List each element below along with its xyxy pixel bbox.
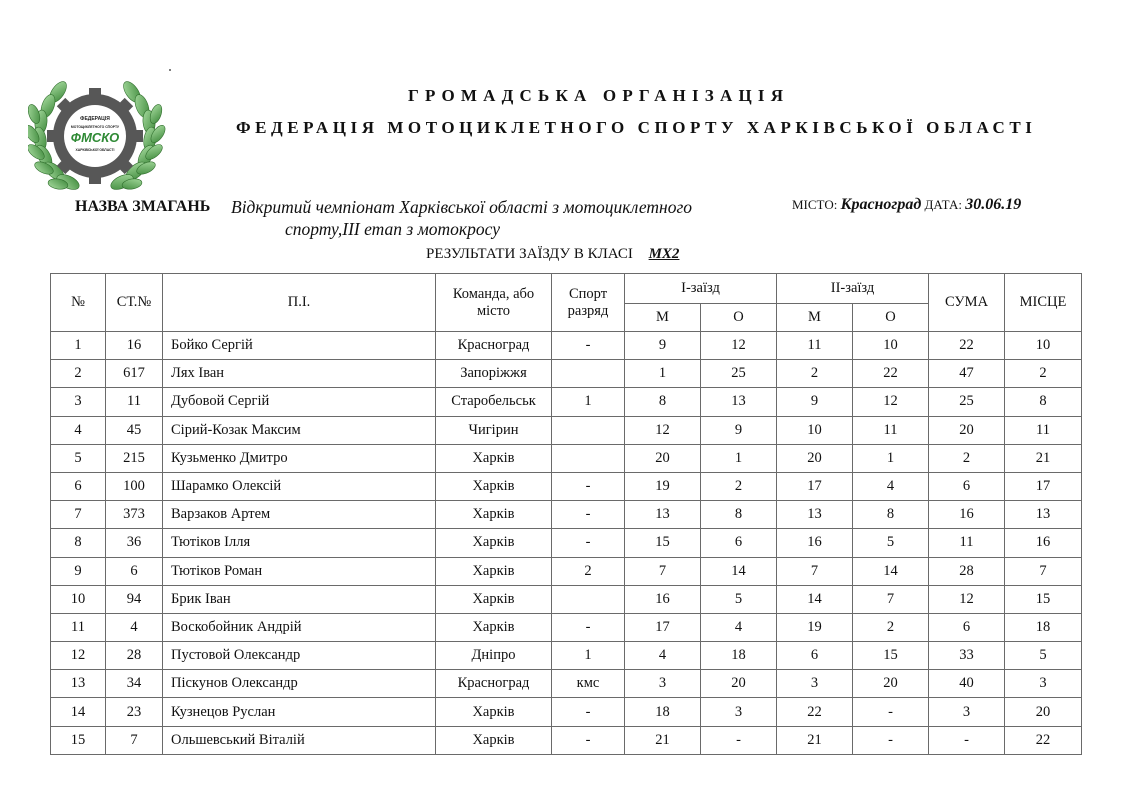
team-city-cell: Харків — [436, 501, 552, 529]
start-number-cell: 11 — [106, 388, 163, 416]
final-place-cell: 8 — [1005, 388, 1082, 416]
final-place-cell: 17 — [1005, 472, 1082, 500]
row-num-cell: 10 — [51, 585, 106, 613]
row-num-cell: 2 — [51, 360, 106, 388]
team-city-cell: Чигірин — [436, 416, 552, 444]
competition-label: НАЗВА ЗМАГАНЬ — [75, 198, 211, 215]
race2-points-cell: 7 — [853, 585, 929, 613]
sport-rank-cell — [552, 416, 625, 444]
header-race2-o: О — [853, 304, 929, 332]
team-city-cell: Харків — [436, 726, 552, 754]
race2-position-cell: 9 — [777, 388, 853, 416]
row-num-cell: 13 — [51, 670, 106, 698]
sport-rank-cell: - — [552, 698, 625, 726]
race2-points-cell: 20 — [853, 670, 929, 698]
race1-points-cell: 8 — [701, 501, 777, 529]
table-row — [51, 444, 1082, 472]
race1-position-cell: 13 — [625, 501, 701, 529]
start-number-cell: 6 — [106, 557, 163, 585]
total-points-cell: 40 — [929, 670, 1005, 698]
rider-name-cell: Кузьменко Дмитро — [163, 444, 436, 472]
row-num-cell: 15 — [51, 726, 106, 754]
org-title-line2: ФЕДЕРАЦІЯ МОТОЦИКЛЕТНОГО СПОРТУ ХАРКІВСЬКОЇ ОБЛАСТІ — [236, 118, 1037, 137]
total-points-cell: 28 — [929, 557, 1005, 585]
total-points-cell: 25 — [929, 388, 1005, 416]
start-number-cell: 45 — [106, 416, 163, 444]
table-row — [51, 529, 1082, 557]
sport-rank-cell: 1 — [552, 388, 625, 416]
race2-position-cell: 20 — [777, 444, 853, 472]
race2-position-cell: 2 — [777, 360, 853, 388]
race2-points-cell: 12 — [853, 388, 929, 416]
final-place-cell: 7 — [1005, 557, 1082, 585]
final-place-cell: 21 — [1005, 444, 1082, 472]
rider-name-cell: Тютіков Роман — [163, 557, 436, 585]
start-number-cell: 28 — [106, 642, 163, 670]
race2-points-cell: 5 — [853, 529, 929, 557]
final-place-cell: 3 — [1005, 670, 1082, 698]
rider-name-cell: Шарамко Олексій — [163, 472, 436, 500]
race1-points-cell: 20 — [701, 670, 777, 698]
race2-position-cell: 17 — [777, 472, 853, 500]
total-points-cell: 2 — [929, 444, 1005, 472]
sport-rank-cell — [552, 585, 625, 613]
team-city-cell: Харків — [436, 444, 552, 472]
sport-rank-cell: 1 — [552, 642, 625, 670]
sport-rank-cell — [552, 360, 625, 388]
race1-position-cell: 8 — [625, 388, 701, 416]
rider-name-cell: Тютіков Ілля — [163, 529, 436, 557]
race1-points-cell: 5 — [701, 585, 777, 613]
rider-name-cell: Лях Іван — [163, 360, 436, 388]
race1-points-cell: 3 — [701, 698, 777, 726]
final-place-cell: 16 — [1005, 529, 1082, 557]
header-race1: І-заїзд — [625, 274, 777, 304]
race2-position-cell: 7 — [777, 557, 853, 585]
race1-points-cell: 18 — [701, 642, 777, 670]
table-row — [51, 670, 1082, 698]
race1-position-cell: 16 — [625, 585, 701, 613]
race2-position-cell: 6 — [777, 642, 853, 670]
row-num-cell: 3 — [51, 388, 106, 416]
competition-name-line2: спорту,ІІІ етап з мотокросу — [285, 219, 500, 239]
sport-rank-cell: 2 — [552, 557, 625, 585]
total-points-cell: 33 — [929, 642, 1005, 670]
rider-name-cell: Сірий-Козак Максим — [163, 416, 436, 444]
total-points-cell: 12 — [929, 585, 1005, 613]
row-num-cell: 6 — [51, 472, 106, 500]
table-row — [51, 698, 1082, 726]
date-label: ДАТА: — [924, 197, 962, 212]
team-city-cell: Харків — [436, 529, 552, 557]
final-place-cell: 13 — [1005, 501, 1082, 529]
row-num-cell: 7 — [51, 501, 106, 529]
race1-position-cell: 7 — [625, 557, 701, 585]
header-num: № — [51, 274, 106, 332]
sport-rank-cell: - — [552, 529, 625, 557]
race1-points-cell: 1 — [701, 444, 777, 472]
rider-name-cell: Брик Іван — [163, 585, 436, 613]
race1-points-cell: 4 — [701, 613, 777, 641]
total-points-cell: 47 — [929, 360, 1005, 388]
row-num-cell: 8 — [51, 529, 106, 557]
race2-position-cell: 10 — [777, 416, 853, 444]
svg-text:ХАРКІВСЬКОЇ ОБЛАСТІ: ХАРКІВСЬКОЇ ОБЛАСТІ — [75, 148, 115, 152]
sport-rank-cell: - — [552, 501, 625, 529]
race2-position-cell: 21 — [777, 726, 853, 754]
race1-points-cell: - — [701, 726, 777, 754]
race2-position-cell: 13 — [777, 501, 853, 529]
header-race1-o: О — [701, 304, 777, 332]
race2-points-cell: 2 — [853, 613, 929, 641]
stray-dot — [169, 69, 171, 71]
table-row — [51, 472, 1082, 500]
total-points-cell: - — [929, 726, 1005, 754]
start-number-cell: 94 — [106, 585, 163, 613]
race1-position-cell: 9 — [625, 332, 701, 360]
team-city-cell: Харків — [436, 585, 552, 613]
svg-text:МОТОЦИКЛЕТНОГО СПОРТУ: МОТОЦИКЛЕТНОГО СПОРТУ — [70, 125, 120, 129]
header-team: Команда, або місто — [436, 274, 552, 332]
rider-name-cell: Бойко Сергій — [163, 332, 436, 360]
sport-rank-cell: - — [552, 613, 625, 641]
race1-position-cell: 17 — [625, 613, 701, 641]
total-points-cell: 6 — [929, 613, 1005, 641]
race1-position-cell: 18 — [625, 698, 701, 726]
team-city-cell: Харків — [436, 698, 552, 726]
start-number-cell: 23 — [106, 698, 163, 726]
final-place-cell: 5 — [1005, 642, 1082, 670]
federation-logo — [28, 72, 168, 202]
race2-points-cell: - — [853, 726, 929, 754]
sport-rank-cell: - — [552, 332, 625, 360]
table-row — [51, 613, 1082, 641]
total-points-cell: 6 — [929, 472, 1005, 500]
final-place-cell: 20 — [1005, 698, 1082, 726]
header-sum: СУМА — [929, 274, 1005, 332]
competition-name — [231, 196, 751, 240]
rider-name-cell: Піскунов Олександр — [163, 670, 436, 698]
start-number-cell: 100 — [106, 472, 163, 500]
race2-points-cell: 4 — [853, 472, 929, 500]
final-place-cell: 2 — [1005, 360, 1082, 388]
row-num-cell: 5 — [51, 444, 106, 472]
row-num-cell: 4 — [51, 416, 106, 444]
race1-points-cell: 9 — [701, 416, 777, 444]
total-points-cell: 16 — [929, 501, 1005, 529]
competition-name-line1: Відкритий чемпіонат Харківської області з мотоциклетного — [231, 197, 693, 217]
row-num-cell: 11 — [51, 613, 106, 641]
svg-text:ФЕДЕРАЦІЯ: ФЕДЕРАЦІЯ — [80, 116, 110, 122]
table-row — [51, 585, 1082, 613]
start-number-cell: 4 — [106, 613, 163, 641]
sport-rank-cell — [552, 444, 625, 472]
team-city-cell: Старобельськ — [436, 388, 552, 416]
header-place: МІСЦЕ — [1005, 274, 1082, 332]
race2-points-cell: - — [853, 698, 929, 726]
race2-points-cell: 15 — [853, 642, 929, 670]
start-number-cell: 16 — [106, 332, 163, 360]
team-city-cell: Красноград — [436, 670, 552, 698]
row-num-cell: 14 — [51, 698, 106, 726]
header-name: П.І. — [163, 274, 436, 332]
race2-points-cell: 10 — [853, 332, 929, 360]
rider-name-cell: Пустовой Олександр — [163, 642, 436, 670]
city-label: МІСТО: — [792, 197, 838, 212]
rider-name-cell: Кузнецов Руслан — [163, 698, 436, 726]
sport-rank-cell: - — [552, 472, 625, 500]
city-value: Красноград — [840, 196, 922, 213]
sport-rank-cell: кмс — [552, 670, 625, 698]
final-place-cell: 15 — [1005, 585, 1082, 613]
race2-points-cell: 1 — [853, 444, 929, 472]
rider-name-cell: Ольшевський Віталій — [163, 726, 436, 754]
race1-position-cell: 21 — [625, 726, 701, 754]
start-number-cell: 373 — [106, 501, 163, 529]
rider-name-cell: Воскобойник Андрій — [163, 613, 436, 641]
start-number-cell: 215 — [106, 444, 163, 472]
header-race2: ІІ-заїзд — [777, 274, 929, 304]
results-title-text: РЕЗУЛЬТАТИ ЗАЇЗДУ В КЛАСІ — [426, 246, 633, 262]
row-num-cell: 1 — [51, 332, 106, 360]
wreath-gear-logo-icon — [28, 72, 168, 202]
race1-position-cell: 15 — [625, 529, 701, 557]
row-num-cell: 9 — [51, 557, 106, 585]
total-points-cell: 20 — [929, 416, 1005, 444]
race2-points-cell: 8 — [853, 501, 929, 529]
total-points-cell: 22 — [929, 332, 1005, 360]
final-place-cell: 18 — [1005, 613, 1082, 641]
race1-points-cell: 25 — [701, 360, 777, 388]
sport-rank-cell: - — [552, 726, 625, 754]
rider-name-cell: Дубовой Сергій — [163, 388, 436, 416]
header-race1-m: М — [625, 304, 701, 332]
svg-text:ФМСКО: ФМСКО — [70, 130, 120, 145]
race1-points-cell: 2 — [701, 472, 777, 500]
team-city-cell: Харків — [436, 557, 552, 585]
team-city-cell: Запоріжжя — [436, 360, 552, 388]
race1-points-cell: 14 — [701, 557, 777, 585]
start-number-cell: 36 — [106, 529, 163, 557]
race1-position-cell: 19 — [625, 472, 701, 500]
table-row — [51, 332, 1082, 360]
race1-position-cell: 3 — [625, 670, 701, 698]
race1-position-cell: 1 — [625, 360, 701, 388]
race2-points-cell: 11 — [853, 416, 929, 444]
race2-position-cell: 19 — [777, 613, 853, 641]
header-race2-m: М — [777, 304, 853, 332]
header-rank: Спорт разряд — [552, 274, 625, 332]
table-row — [51, 388, 1082, 416]
table-row — [51, 557, 1082, 585]
race1-points-cell: 12 — [701, 332, 777, 360]
team-city-cell: Красноград — [436, 332, 552, 360]
race1-position-cell: 12 — [625, 416, 701, 444]
date-value: 30.06.19 — [965, 196, 1022, 213]
race2-position-cell: 11 — [777, 332, 853, 360]
table-row — [51, 416, 1082, 444]
team-city-cell: Харків — [436, 613, 552, 641]
race1-points-cell: 13 — [701, 388, 777, 416]
final-place-cell: 11 — [1005, 416, 1082, 444]
race1-position-cell: 20 — [625, 444, 701, 472]
rider-name-cell: Варзаков Артем — [163, 501, 436, 529]
team-city-cell: Харків — [436, 472, 552, 500]
row-num-cell: 12 — [51, 642, 106, 670]
total-points-cell: 11 — [929, 529, 1005, 557]
race2-position-cell: 14 — [777, 585, 853, 613]
table-row — [51, 360, 1082, 388]
race2-position-cell: 22 — [777, 698, 853, 726]
org-title-line1: ГРОМАДСЬКА ОРГАНІЗАЦІЯ — [408, 86, 790, 105]
race1-position-cell: 4 — [625, 642, 701, 670]
race2-position-cell: 3 — [777, 670, 853, 698]
header-start-num: СТ.№ — [106, 274, 163, 332]
table-row — [51, 501, 1082, 529]
race2-points-cell: 22 — [853, 360, 929, 388]
race2-points-cell: 14 — [853, 557, 929, 585]
table-row — [51, 726, 1082, 754]
class-value: MX2 — [648, 246, 680, 262]
race1-points-cell: 6 — [701, 529, 777, 557]
race2-position-cell: 16 — [777, 529, 853, 557]
start-number-cell: 34 — [106, 670, 163, 698]
table-row — [51, 642, 1082, 670]
results-title — [426, 246, 679, 263]
team-city-cell: Дніпро — [436, 642, 552, 670]
results-table — [50, 273, 1082, 755]
final-place-cell: 22 — [1005, 726, 1082, 754]
start-number-cell: 617 — [106, 360, 163, 388]
start-number-cell: 7 — [106, 726, 163, 754]
location-date — [792, 196, 1021, 214]
total-points-cell: 3 — [929, 698, 1005, 726]
final-place-cell: 10 — [1005, 332, 1082, 360]
